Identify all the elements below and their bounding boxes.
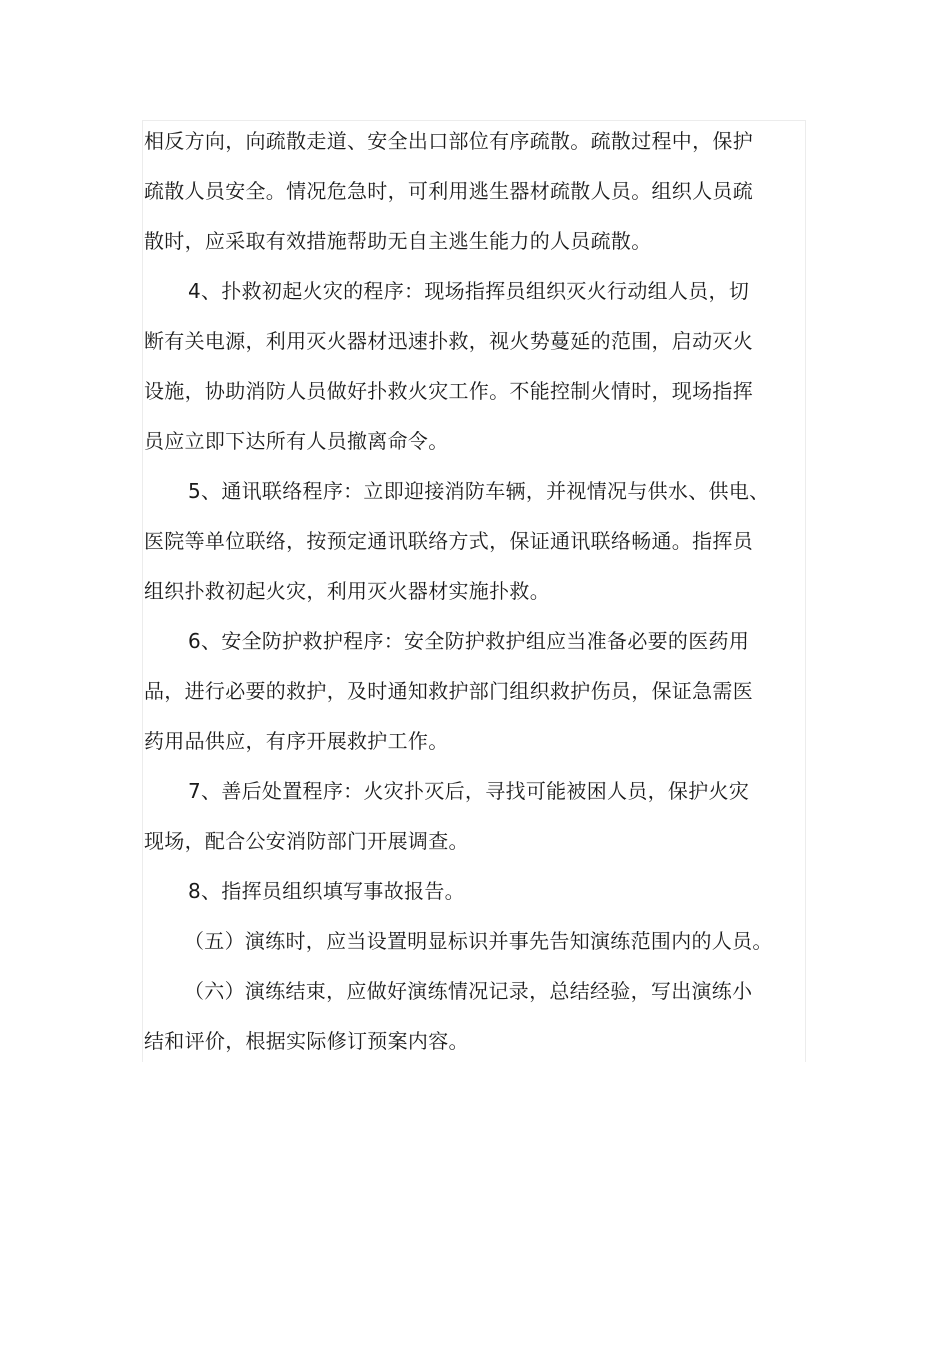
text-line: 相反方向，向疏散走道、安全出口部位有序疏散。疏散过程中，保护 bbox=[144, 129, 753, 153]
text-line: （五）演练时，应当设置明显标识并事先告知演练范围内的人员。 bbox=[184, 929, 773, 953]
text-line: 设施，协助消防人员做好扑救火灾工作。不能控制火情时，现场指挥 bbox=[144, 379, 753, 403]
text-line: 5、通讯联络程序：立即迎接消防车辆，并视情况与供水、供电、 bbox=[188, 479, 770, 503]
text-line: 现场，配合公安消防部门开展调查。 bbox=[144, 829, 469, 853]
text-line: 6、安全防护救护程序：安全防护救护组应当准备必要的医药用 bbox=[188, 629, 750, 653]
text-line: 药用品供应，有序开展救护工作。 bbox=[144, 729, 449, 753]
text-line: 疏散人员安全。情况危急时，可利用逃生器材疏散人员。组织人员疏 bbox=[144, 179, 753, 203]
text-line: 品，进行必要的救护，及时通知救护部门组织救护伤员，保证急需医 bbox=[144, 679, 753, 703]
text-line: 员应立即下达所有人员撤离命令。 bbox=[144, 429, 449, 453]
text-line: 断有关电源，利用灭火器材迅速扑救，视火势蔓延的范围，启动灭火 bbox=[144, 329, 753, 353]
text-line: （六）演练结束，应做好演练情况记录，总结经验，写出演练小 bbox=[184, 979, 753, 1003]
text-line: 医院等单位联络，按预定通讯联络方式，保证通讯联络畅通。指挥员 bbox=[144, 529, 753, 553]
text-line: 散时，应采取有效措施帮助无自主逃生能力的人员疏散。 bbox=[144, 229, 652, 253]
text-line: 8、指挥员组织填写事故报告。 bbox=[188, 879, 465, 903]
text-line: 4、扑救初起火灾的程序：现场指挥员组织灭火行动组人员，切 bbox=[188, 279, 750, 303]
text-line: 组织扑救初起火灾，利用灭火器材实施扑救。 bbox=[144, 579, 550, 603]
text-line: 结和评价，根据实际修订预案内容。 bbox=[144, 1029, 469, 1053]
text-line: 7、善后处置程序：火灾扑灭后，寻找可能被困人员，保护火灾 bbox=[188, 779, 750, 803]
